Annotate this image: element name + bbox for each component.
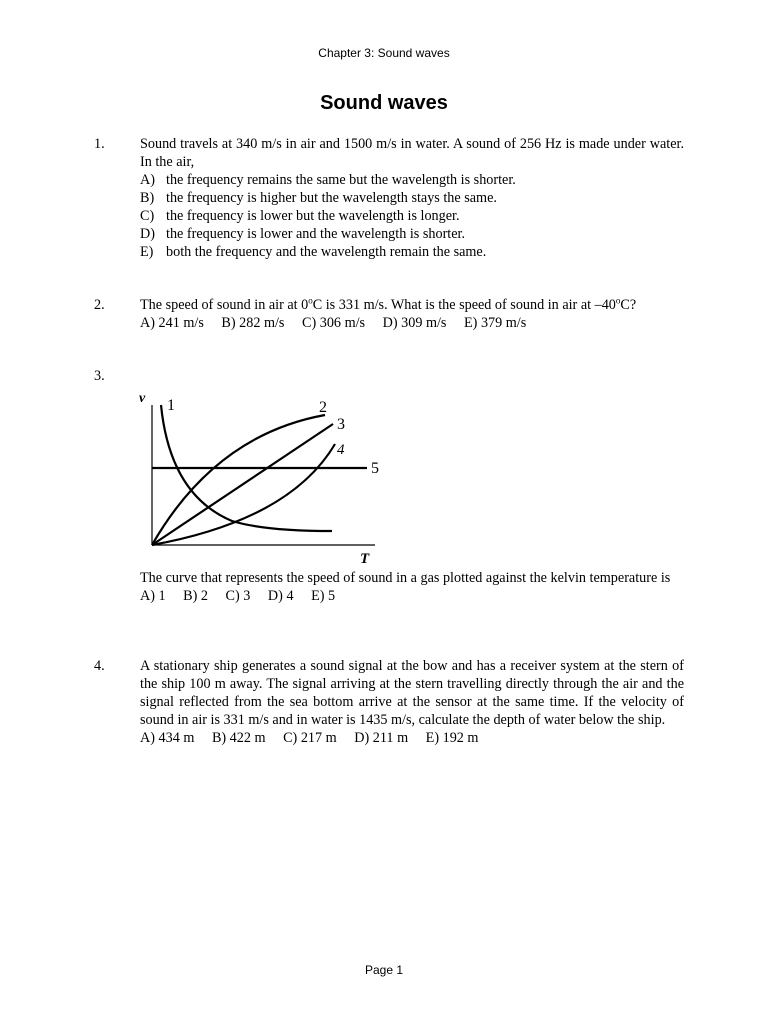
choice-text: the frequency remains the same but the wavelength is shorter. <box>166 172 516 188</box>
y-axis-label: v <box>139 391 146 406</box>
curve-label-1: 1 <box>167 397 175 414</box>
answer-choice: C) 217 m <box>283 730 337 746</box>
answer-choice: C) 3 <box>225 588 251 604</box>
choice-label: A) <box>140 172 155 188</box>
answer-choice: E) 192 m <box>425 730 479 746</box>
answer-choice: A) 241 m/s <box>140 315 204 331</box>
question-2 <box>94 296 684 332</box>
stem-part: The speed of sound in air at 0 <box>140 297 309 313</box>
question-number: 1. <box>94 136 105 152</box>
question-number: 3. <box>94 368 105 384</box>
answer-choice: D) 211 m <box>354 730 409 746</box>
curve-label-5: 5 <box>371 460 379 477</box>
question-stem: The curve that represents the speed of sound in a gas plotted against the kelvin temperature is <box>140 570 671 586</box>
answer-choice: A) 434 m <box>140 730 195 746</box>
answer-choice: E) 5 <box>311 588 336 604</box>
curve-2 <box>152 415 325 545</box>
page-footer: Page 1 <box>364 963 404 977</box>
choice-label: D) <box>140 226 155 242</box>
question-4 <box>94 657 684 747</box>
curve-label-3: 3 <box>337 416 345 433</box>
answer-choice <box>140 243 684 261</box>
stem-part: C is 331 m/s. What is the speed of sound in air at –40 <box>312 297 616 313</box>
choice-text: the frequency is lower and the wavelength is shorter. <box>166 226 466 242</box>
degree-mark: o <box>308 295 313 306</box>
choice-text: the frequency is lower but the wavelength is longer. <box>166 208 460 224</box>
question-stem: A stationary ship generates a sound signal at the bow and has a receiver system at the stern of the ship 100 m away. The signal arriving at the stern travelling directly through the air and the signal reflected from the sea bottom arrive at the sensor at the same time. If the velocity of sound in air is 331 m/s and in water is 1435 m/s, calculate the depth of water below the ship. <box>140 658 684 728</box>
question-stem <box>140 296 684 314</box>
question-stem: Sound travels at 340 m/s in air and 1500 m/s in water. A sound of 256 Hz is made under water. In the air, <box>140 136 684 170</box>
answer-choice: B) 422 m <box>211 730 266 746</box>
answer-choices <box>140 314 684 332</box>
curve-label-2: 2 <box>319 399 327 416</box>
question-number: 4. <box>94 658 105 674</box>
curve-3 <box>152 424 333 545</box>
answer-choice: D) 309 m/s <box>382 315 447 331</box>
choice-label: C) <box>140 208 155 224</box>
answer-choice <box>140 189 684 207</box>
answer-choice: A) 1 <box>140 588 166 604</box>
choice-text: the frequency is higher but the wavelength stays the same. <box>166 190 497 206</box>
answer-choice: E) 379 m/s <box>464 315 527 331</box>
answer-choice <box>140 207 684 225</box>
page-header: Chapter 3: Sound waves <box>318 46 450 60</box>
answer-choice <box>140 171 684 189</box>
answer-choice: C) 306 m/s <box>302 315 366 331</box>
answer-choice: B) 2 <box>183 588 208 604</box>
answer-choice: B) 282 m/s <box>221 315 285 331</box>
degree-mark: o <box>615 295 621 306</box>
question-3-text <box>94 569 684 605</box>
question-1 <box>94 135 684 261</box>
choice-label: E) <box>140 244 154 260</box>
choice-text: both the frequency and the wavelength remain the same. <box>166 244 487 260</box>
page-title: Sound waves <box>320 92 448 114</box>
question-number: 2. <box>94 297 105 313</box>
x-axis-label: T <box>360 551 370 567</box>
curve-label-4: 4 <box>337 442 345 458</box>
stem-part: C? <box>620 297 637 313</box>
answer-choices <box>140 729 684 747</box>
answer-choices <box>140 587 684 605</box>
speed-vs-temperature-figure <box>130 385 400 570</box>
answer-choice <box>140 225 684 243</box>
answer-choice: D) 4 <box>267 588 294 604</box>
choice-label: B) <box>140 190 155 206</box>
